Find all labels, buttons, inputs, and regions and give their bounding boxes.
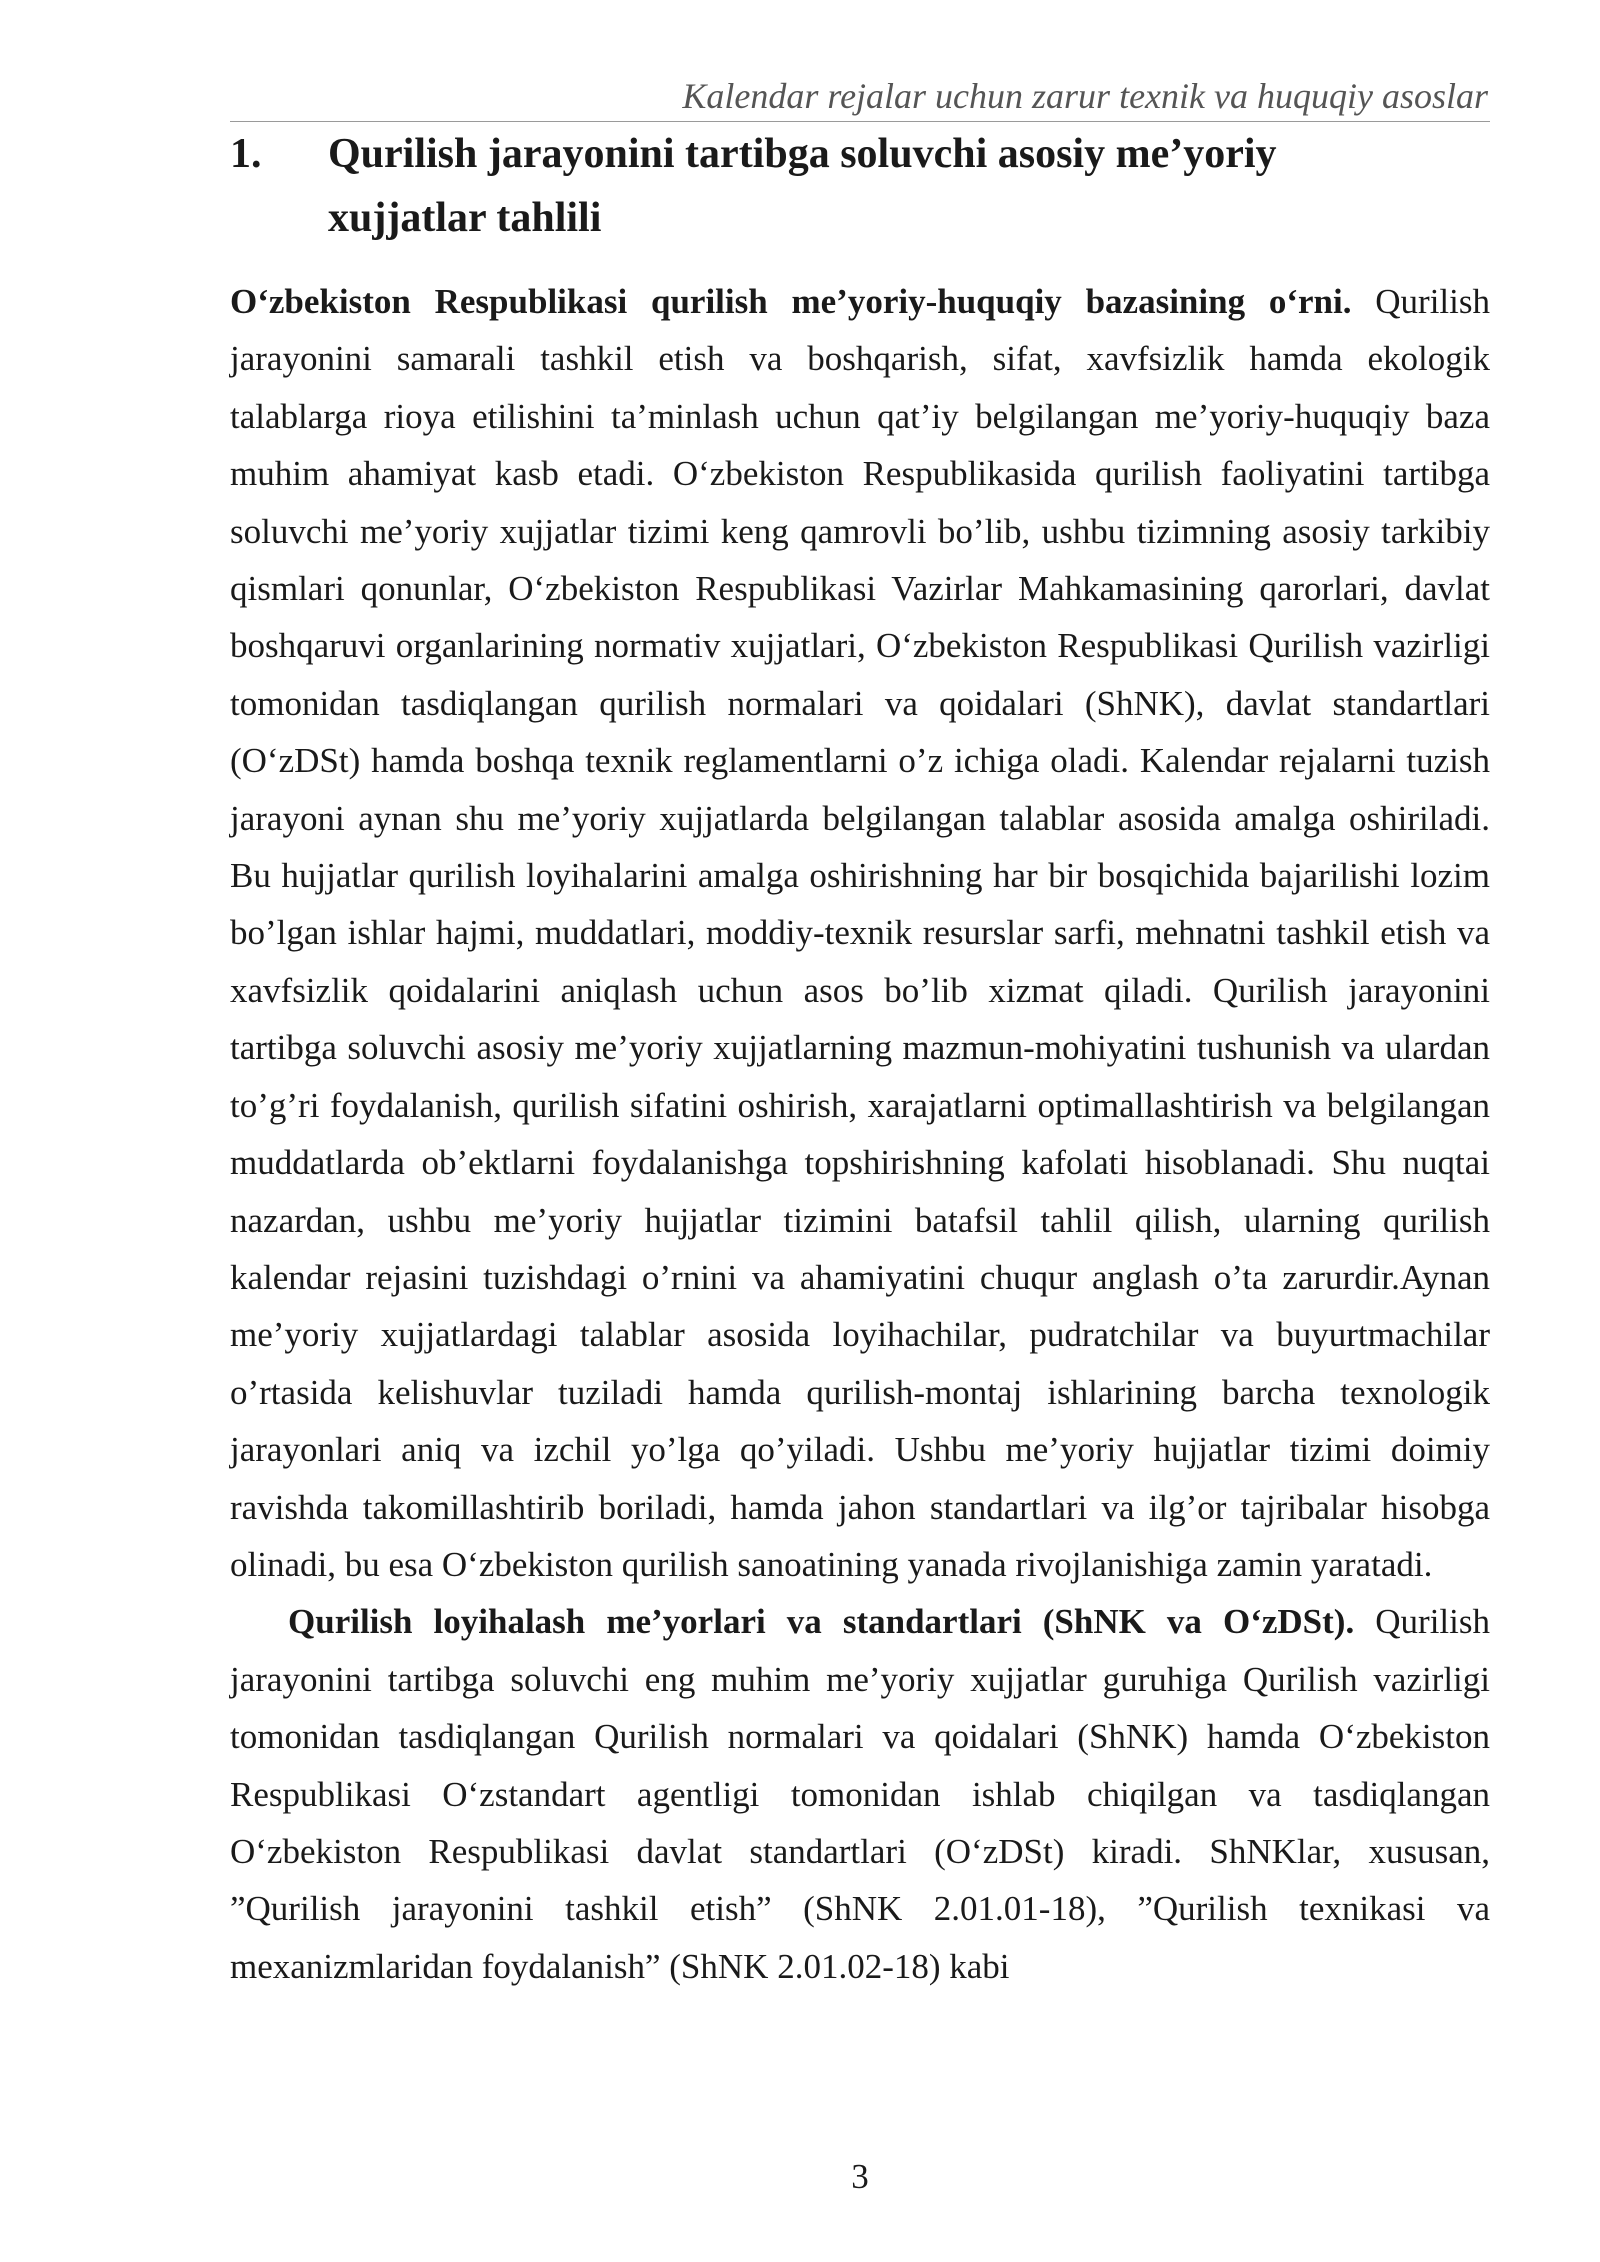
chapter-title: Qurilish jarayonini tartibga soluvchi asosiy me’yoriy xujjatlar tahlili <box>328 131 1277 241</box>
page-number: 3 <box>851 2157 869 2196</box>
paragraph-1-lead: O‘zbekiston Respublikasi qurilish me’yoriy-huquqiy bazasining o‘rni. <box>230 282 1352 321</box>
chapter-number: 1. <box>230 131 262 177</box>
chapter-heading <box>230 122 1330 250</box>
body-text <box>230 273 1490 1995</box>
paragraph-2 <box>230 1593 1490 1995</box>
paragraph-2-lead: Qurilish loyihalash me’yorlari va standartlari (ShNK va O‘zDSt). <box>288 1602 1355 1642</box>
paragraph-1-text: Qurilish jarayonini samarali tashkil etish va boshqarish, sifat, xavfsizlik hamda ekologik talablarga rioya etilishini ta’minlash uchun qat’iy belgilangan me’yoriy-huquqiy baza muhim ahamiyat kasb etadi. O‘zbekiston Respublikasida qurilish faoliyatini tartibga soluvchi me’yoriy xujjatlar tizimi keng qamrovli bo’lib, ushbu tizimning asosiy tarkibiy qismlari qonunlar, O‘zbekiston Respublikasi Vazirlar Mahkamasining qarorlari, davlat boshqaruvi organlarining normativ xujjatlari, O‘zbekiston Respublikasi Qurilish vazirligi tomonidan tasdiqlangan qurilish normalari va qoidalari (ShNK), davlat standartlari (O‘zDSt) hamda boshqa texnik reglamentlarni o’z ichiga oladi. Kalendar rejalarni tuzish jarayoni aynan shu me’yoriy xujjatlarda belgilangan talablar asosida amalga oshiriladi. Bu hujjatlar qurilish loyihalarini amalga oshirishning har bir bosqichida bajarilishi lozim bo’lgan ishlar hajmi, muddatlari, moddiy-texnik resurslar sarfi, mehnatni tashkil etish va xavfsizlik qoidalarini aniqlash uchun asos bo’lib xizmat qiladi. Qurilish jarayonini tartibga soluvchi asosiy me’yoriy xujjatlarning mazmun-mohiyatini tushunish va ulardan to’g’ri foydalanish, qurilish sifatini oshirish, xarajatlarni optimallashtirish va belgilangan muddatlarda ob’ektlarni foydalanishga topshirishning kafolati hisoblanadi. Shu nuqtai nazardan, ushbu me’yoriy hujjatlar tizimini batafsil tahlil qilish, ularning qurilish kalendar rejasini tuzishdagi o’rnini va ahamiyatini chuqur anglash o’ta zarurdir.Aynan me’yoriy xujjatlardagi talablar asosida loyihachilar, pudratchilar va buyurtmachilar o’rtasida kelishuvlar tuziladi hamda qurilish-montaj ishlarining barcha texnologik jarayonlari aniq va izchil yo’lga qo’yiladi. Ushbu me’yoriy hujjatlar tizimi doimiy ravishda takomillashtirib boriladi, hamda jahon standartlari va ilg’or tajribalar hisobga olinadi, bu esa O‘zbekiston qurilish sanoatining yanada rivojlanishiga zamin yaratadi. <box>230 282 1491 1584</box>
paragraph-2-text: Qurilish jarayonini tartibga soluvchi eng muhim me’yoriy xujjatlar guruhiga Qurilish vazirligi tomonidan tasdiqlangan Qurilish normalari va qoidalari (ShNK) hamda O‘zbekiston Respublikasi O‘zstandart agentligi tomonidan ishlab chiqilgan va tasdiqlangan O‘zbekiston Respublikasi davlat standartlari (O‘zDSt) kiradi. ShNKlar, xususan, ”Qurilish jarayonini tashkil etish” (ShNK 2.01.01-18), ”Qurilish texnikasi va mexanizmlaridan foydalanish” (ShNK 2.01.02-18) kabi <box>230 1602 1490 1986</box>
paragraph-1 <box>230 273 1490 1593</box>
running-header: Kalendar rejalar uchun zarur texnik va huquqiy asoslar <box>682 76 1488 116</box>
